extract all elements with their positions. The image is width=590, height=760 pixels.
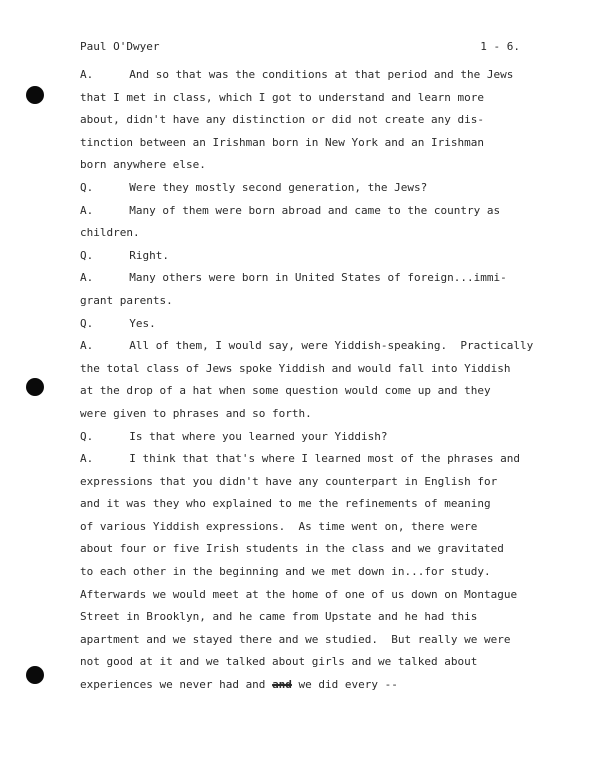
continuation-line (80, 516, 540, 539)
continuation-line (80, 87, 540, 110)
line-text: Right. (129, 248, 169, 262)
line-text: about four or five Irish students in the class and we gravitated (80, 542, 504, 556)
speaker-marker: A. (80, 68, 94, 81)
line-text: Yes. (129, 316, 156, 330)
line-text: about, didn't have any distinction or did not create any dis- (80, 113, 484, 127)
transcript-body (80, 64, 540, 697)
speaker-line (80, 200, 540, 223)
page-header (80, 40, 520, 56)
speaker-line (80, 64, 540, 87)
speaker-marker: A. (80, 271, 94, 285)
last-line (80, 674, 540, 697)
continuation-line (80, 651, 540, 674)
continuation-line (80, 132, 540, 155)
continuation-line (80, 109, 540, 132)
continuation-line (80, 493, 540, 516)
continuation-line (80, 290, 540, 313)
continuation-line (80, 154, 540, 177)
line-text: expressions that you didn't have any counterpart in English for (80, 474, 498, 488)
speaker-line (80, 267, 540, 290)
continuation-line (80, 584, 540, 607)
continuation-line (80, 380, 540, 403)
line-text: at the drop of a hat when some question would come up and they (80, 384, 491, 398)
speaker-marker: Q. (80, 429, 94, 443)
speaker-marker: Q. (80, 180, 94, 194)
speaker-marker: A. (80, 203, 94, 217)
speaker-line (80, 245, 540, 268)
continuation-line (80, 403, 540, 426)
continuation-line (80, 358, 540, 381)
continuation-line (80, 629, 540, 652)
continuation-line (80, 561, 540, 584)
line-text: apartment and we stayed there and we studied. But really we were (80, 632, 511, 646)
binder-hole-bottom (26, 666, 44, 684)
line-text: Is that where you learned your Yiddish? (129, 429, 388, 443)
speaker-line (80, 313, 540, 336)
continuation-line (80, 606, 540, 629)
line-text: children. (80, 226, 140, 240)
speaker-line (80, 177, 540, 200)
line-text: and it was they who explained to me the refinements of meaning (80, 497, 491, 511)
struck-word: and (272, 678, 292, 692)
line-text: Many of them were born abroad and came to the country as (129, 203, 501, 217)
speaker-marker: A. (80, 452, 94, 466)
speaker-line (80, 335, 540, 358)
binder-hole-middle (26, 378, 44, 396)
speaker-marker: Q. (80, 248, 94, 262)
speaker-line (80, 426, 540, 449)
speaker-line (80, 448, 540, 471)
line-text: And so that was the conditions at that period and the Jews (129, 68, 514, 81)
line-text: not good at it and we talked about girls and we talked about (80, 655, 478, 669)
line-text: tinction between an Irishman born in New York and an Irishman (80, 135, 484, 149)
line-text: born anywhere else. (80, 158, 206, 172)
speaker-marker: Q. (80, 316, 94, 330)
line-text: All of them, I would say, were Yiddish-speaking. Practically (129, 339, 534, 353)
line-text: were given to phrases and so forth. (80, 406, 312, 420)
line-text: to each other in the beginning and we met down in...for study. (80, 565, 491, 579)
line-text: I think that that's where I learned most of the phrases and (129, 452, 520, 466)
line-text: Many others were born in United States of foreign...immi- (129, 271, 507, 285)
line-text: grant parents. (80, 293, 173, 307)
speaker-marker: A. (80, 339, 94, 353)
line-text: Street in Brooklyn, and he came from Upstate and he had this (80, 610, 478, 624)
line-text: Were they mostly second generation, the Jews? (129, 180, 428, 194)
binder-hole-top (26, 86, 44, 104)
line-text: Afterwards we would meet at the home of one of us down on Montague (80, 587, 518, 601)
page-number: 1 - 6. (480, 40, 520, 53)
continuation-line (80, 471, 540, 494)
continuation-line (80, 538, 540, 561)
continuation-line (80, 222, 540, 245)
line-text: the total class of Jews spoke Yiddish and would fall into Yiddish (80, 361, 511, 375)
last-line-before: experiences we never had and (80, 678, 273, 692)
last-line-after: we did every -- (291, 678, 398, 692)
line-text: that I met in class, which I got to understand and learn more (80, 90, 484, 104)
interviewee-name: Paul O'Dwyer (80, 40, 160, 53)
line-text: of various Yiddish expressions. As time went on, there were (80, 519, 478, 533)
